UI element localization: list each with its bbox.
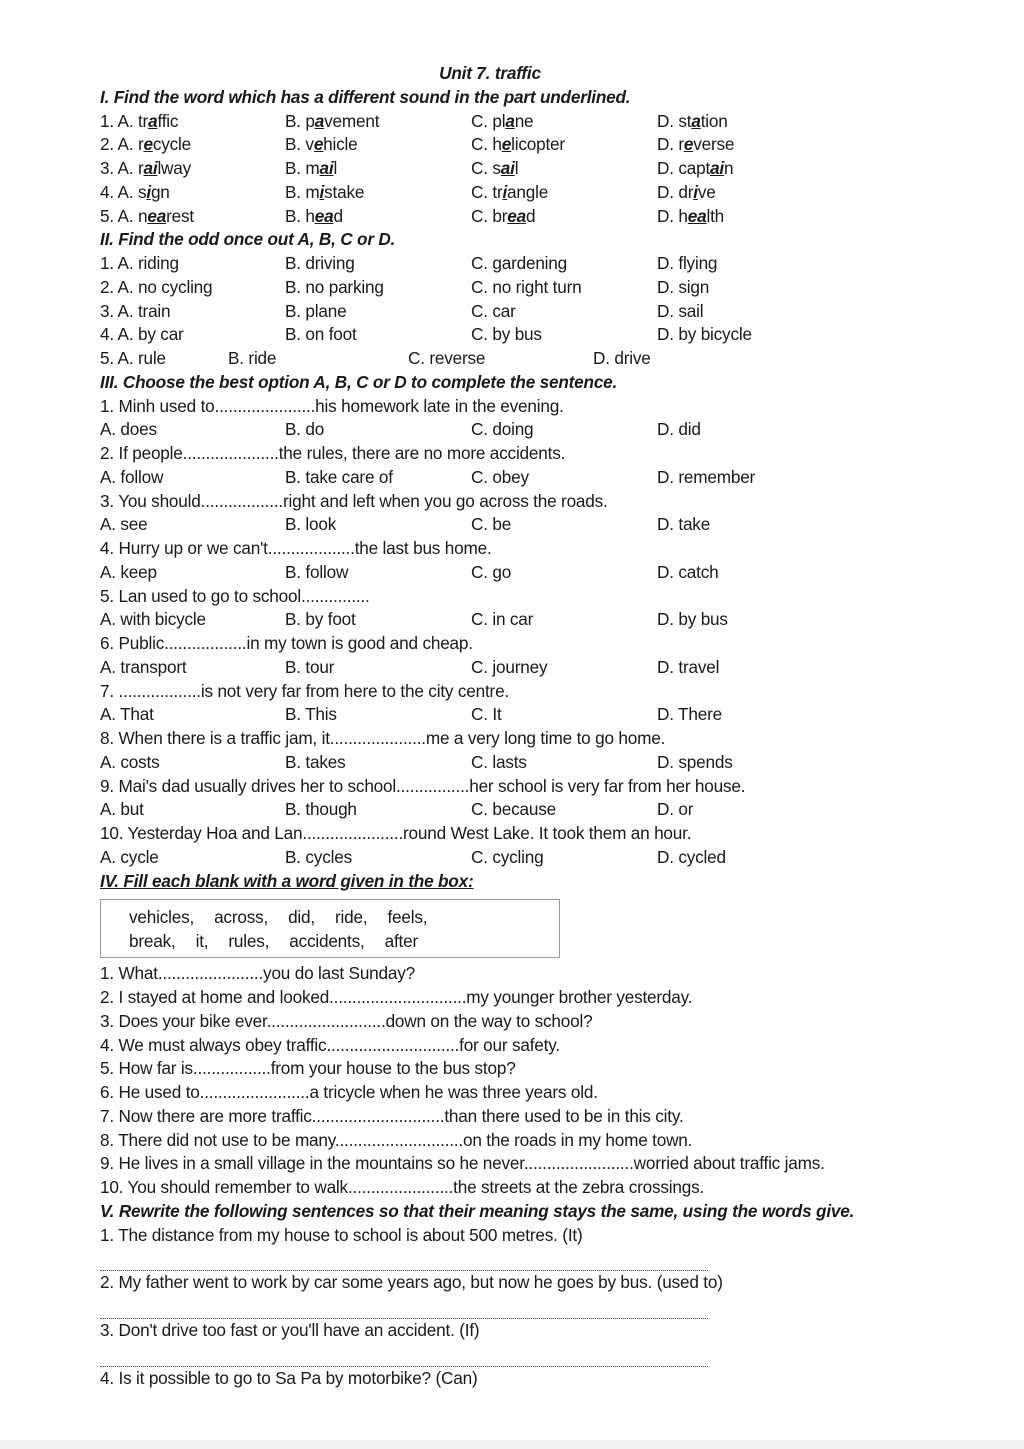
answer-option: D. take bbox=[657, 514, 711, 535]
options-row bbox=[100, 608, 930, 632]
option-text-start: 4. A. s bbox=[100, 181, 147, 202]
question-row bbox=[100, 133, 930, 157]
rewrite-prompt: 1. The distance from my house to school is about 500 metres. (It) bbox=[100, 1224, 583, 1245]
answer-option: B. though bbox=[285, 799, 357, 820]
option-text-start: D. st bbox=[657, 110, 692, 131]
underlined-letters: e bbox=[683, 134, 694, 155]
answer-option bbox=[100, 157, 285, 181]
underlined-letters: ai bbox=[710, 158, 724, 178]
question-text: 6. Public..................in my town is good and cheap. bbox=[100, 633, 473, 653]
answer-option: C. in car bbox=[471, 609, 534, 630]
answer-option: D. travel bbox=[657, 656, 720, 677]
question-text: 8. When there is a traffic jam, it.....................me a very long time to go home. bbox=[100, 728, 666, 748]
underlined-letters: i bbox=[693, 181, 698, 202]
question-text: 5. Lan used to go to school............... bbox=[100, 585, 370, 606]
answer-option: D. by bicycle bbox=[657, 324, 752, 345]
box-word: ride, bbox=[335, 907, 368, 928]
fill-blank-sentence: 5. How far is.................from your house to the bus stop? bbox=[100, 1058, 516, 1079]
option-text-start: B. m bbox=[285, 158, 320, 178]
answer-option bbox=[657, 110, 857, 134]
section-3-heading: III. Choose the best option A, B, C or D to complete the sentence. bbox=[100, 371, 618, 392]
rewrite-prompt: 2. My father went to work by car some years ago, but now he goes by bus. (used to) bbox=[100, 1272, 723, 1293]
answer-option: C. no right turn bbox=[471, 276, 582, 297]
answer-option bbox=[285, 110, 471, 134]
option-text-end: d bbox=[333, 205, 343, 226]
answer-option: B. driving bbox=[285, 253, 355, 273]
underlined-letters: ai bbox=[143, 158, 158, 178]
fill-blank-sentence: 4. We must always obey traffic.............................for our safety. bbox=[100, 1034, 560, 1055]
option-text-start: D. dr bbox=[657, 181, 694, 202]
answer-option: C. car bbox=[471, 300, 516, 321]
option-text-end: l bbox=[333, 158, 338, 178]
option-text-end: angle bbox=[507, 181, 549, 202]
fill-blank-sentence: 10. You should remember to walk.......................the streets at the zebra crossings. bbox=[100, 1177, 705, 1197]
answer-option: C. It bbox=[471, 704, 502, 725]
box-word: vehicles, bbox=[129, 907, 195, 928]
answer-option bbox=[100, 110, 285, 134]
box-word: after bbox=[384, 931, 418, 952]
option-text-end: d bbox=[525, 205, 536, 226]
answer-option: D. drive bbox=[593, 348, 651, 368]
answer-option bbox=[657, 157, 857, 181]
answer-option: D. flying bbox=[657, 253, 718, 273]
options-row bbox=[100, 418, 930, 442]
options-row bbox=[100, 513, 930, 537]
box-word: feels, bbox=[387, 907, 428, 928]
answer-option: B. take care of bbox=[285, 466, 393, 487]
option-text-end: tion bbox=[700, 110, 728, 131]
answer-option: B. follow bbox=[285, 561, 349, 582]
options-row bbox=[100, 751, 930, 775]
word-box-row-1 bbox=[129, 905, 559, 929]
answer-option: A. transport bbox=[100, 656, 187, 677]
answer-option: D. spends bbox=[657, 751, 733, 772]
option-text-start: D. h bbox=[657, 205, 688, 226]
answer-option: D. or bbox=[657, 799, 694, 820]
answer-option: B. cycles bbox=[285, 846, 352, 867]
answer-option: C. journey bbox=[471, 656, 548, 677]
question-text: 4. Hurry up or we can't...................the last bus home. bbox=[100, 538, 492, 558]
option-text-end: gn bbox=[150, 181, 170, 202]
answer-option: C. lasts bbox=[471, 751, 527, 772]
option-text-start: 5. A. n bbox=[100, 205, 148, 226]
answer-option: A. but bbox=[100, 799, 144, 820]
option-text-start: D. r bbox=[657, 134, 684, 155]
answer-option: C. gardening bbox=[471, 253, 568, 273]
fill-blank-sentence: 9. He lives in a small village in the mountains so he never........................worried about traffic jams. bbox=[100, 1153, 825, 1174]
option-text-start: 2. A. r bbox=[100, 134, 144, 155]
question-row bbox=[100, 110, 930, 134]
answer-option: A. does bbox=[100, 419, 157, 440]
question-text: 2. If people.....................the rules, there are no more accidents. bbox=[100, 443, 566, 463]
word-box bbox=[100, 899, 560, 958]
answer-option: D. remember bbox=[657, 466, 756, 487]
option-text-start: B. h bbox=[285, 205, 315, 226]
underlined-letters: ai bbox=[319, 158, 334, 178]
underlined-letters: e bbox=[501, 134, 512, 155]
answer-option bbox=[100, 181, 285, 205]
answer-option: B. This bbox=[285, 704, 337, 725]
answer-option bbox=[285, 181, 471, 205]
answer-option bbox=[471, 205, 657, 229]
answer-option: A. follow bbox=[100, 466, 164, 487]
option-text-start: 1. A. tr bbox=[100, 110, 149, 131]
section-1-heading: I. Find the word which has a different sound in the part underlined. bbox=[100, 86, 631, 107]
answer-option: D. did bbox=[657, 419, 701, 440]
options-row bbox=[100, 798, 930, 822]
option-text-start: C. pl bbox=[471, 110, 506, 131]
option-text-end: l bbox=[514, 158, 519, 178]
option-text-end: ffic bbox=[157, 110, 179, 131]
answer-option: C. obey bbox=[471, 466, 529, 487]
section-5-heading: V. Rewrite the following sentences so that their meaning stays the same, using the words give. bbox=[100, 1200, 855, 1221]
fill-blank-sentence: 6. He used to........................a tricycle when he was three years old. bbox=[100, 1082, 598, 1102]
answer-option: B. on foot bbox=[285, 324, 357, 345]
page-title: Unit 7. traffic bbox=[439, 63, 541, 83]
answer-option: B. ride bbox=[228, 348, 277, 368]
answer-option: A. keep bbox=[100, 561, 157, 582]
options-row bbox=[100, 656, 930, 680]
question-text: 1. Minh used to......................his homework late in the evening. bbox=[100, 395, 564, 416]
question-text: 9. Mai's dad usually drives her to school................her school is very far from her house. bbox=[100, 775, 746, 796]
answer-option bbox=[471, 181, 657, 205]
option-text-end: lth bbox=[706, 205, 725, 226]
option-text-start: B. v bbox=[285, 134, 314, 155]
fill-blank-sentence: 3. Does your bike ever..........................down on the way to school? bbox=[100, 1010, 593, 1031]
question-row bbox=[100, 300, 930, 324]
underlined-letters: e bbox=[143, 134, 153, 155]
box-word: it, bbox=[195, 931, 209, 952]
answer-option bbox=[285, 157, 471, 181]
answer-option: D. cycled bbox=[657, 846, 726, 867]
question-row bbox=[100, 323, 930, 347]
answer-option: D. by bus bbox=[657, 609, 728, 630]
option-text-start: B. p bbox=[285, 110, 315, 131]
answer-option: C. doing bbox=[471, 419, 534, 440]
answer-option: D. sign bbox=[657, 276, 710, 297]
answer-option: A. cycle bbox=[100, 846, 159, 867]
answer-option bbox=[285, 205, 471, 229]
answer-line bbox=[100, 1247, 708, 1271]
answer-option bbox=[285, 133, 471, 157]
question-row bbox=[100, 252, 930, 276]
answer-option bbox=[657, 205, 857, 229]
underlined-letters: ea bbox=[687, 205, 707, 226]
box-word: accidents, bbox=[289, 931, 365, 952]
answer-option: C. because bbox=[471, 799, 556, 820]
option-text-end: n bbox=[724, 158, 734, 178]
question-text: 7. ..................is not very far from here to the city centre. bbox=[100, 680, 510, 701]
answer-option: 2. A. no cycling bbox=[100, 276, 213, 297]
underlined-letters: a bbox=[314, 110, 325, 131]
answer-option: A. see bbox=[100, 514, 148, 535]
underlined-letters: e bbox=[313, 134, 324, 155]
option-text-start: C. s bbox=[471, 158, 501, 178]
options-row bbox=[100, 561, 930, 585]
option-text-end: ve bbox=[697, 181, 716, 202]
rewrite-prompt: 4. Is it possible to go to Sa Pa by motorbike? (Can) bbox=[100, 1367, 478, 1388]
answer-option: 5. A. rule bbox=[100, 348, 166, 368]
options-row bbox=[100, 466, 930, 490]
box-word: did, bbox=[288, 907, 315, 928]
option-text-end: stake bbox=[324, 181, 365, 202]
answer-option bbox=[657, 181, 857, 205]
fill-blank-sentence: 2. I stayed at home and looked..............................my younger brother yesterday. bbox=[100, 987, 693, 1007]
answer-option: D. catch bbox=[657, 561, 719, 582]
worksheet-content bbox=[100, 62, 930, 1391]
answer-option: C. by bus bbox=[471, 324, 542, 345]
underlined-letters: a bbox=[148, 110, 158, 131]
answer-line bbox=[100, 1343, 708, 1367]
option-text-end: hicle bbox=[323, 134, 358, 155]
underlined-letters: ea bbox=[314, 205, 334, 226]
option-text-end: lway bbox=[157, 158, 192, 178]
question-row bbox=[100, 276, 930, 300]
answer-option bbox=[100, 205, 285, 229]
options-row bbox=[100, 703, 930, 727]
answer-option: B. look bbox=[285, 514, 337, 535]
fill-blank-sentence: 8. There did not use to be many............................on the roads in my home town. bbox=[100, 1129, 693, 1150]
option-text-end: rest bbox=[166, 205, 194, 226]
word-box-row-2 bbox=[129, 929, 559, 953]
answer-option: A. That bbox=[100, 704, 154, 725]
question-text: 10. Yesterday Hoa and Lan......................round West Lake. It took them an hour. bbox=[100, 823, 692, 843]
option-text-start: 3. A. r bbox=[100, 158, 144, 178]
answer-option: A. with bicycle bbox=[100, 609, 206, 630]
option-text-start: C. h bbox=[471, 134, 502, 155]
option-text-start: C. br bbox=[471, 205, 508, 226]
section-5-items bbox=[100, 1224, 930, 1391]
answer-option bbox=[657, 133, 857, 157]
question-row bbox=[100, 157, 930, 181]
question-text: 3. You should..................right and left when you go across the roads. bbox=[100, 490, 608, 511]
section-2-heading: II. Find the odd once out A, B, C or D. bbox=[100, 229, 396, 250]
underlined-letters: ea bbox=[147, 205, 167, 226]
section-3-items bbox=[100, 395, 930, 870]
option-text-end: verse bbox=[693, 134, 735, 155]
answer-option: C. reverse bbox=[408, 348, 486, 368]
underlined-letters: a bbox=[505, 110, 515, 131]
answer-option bbox=[471, 157, 657, 181]
answer-option: B. do bbox=[285, 419, 325, 440]
answer-option bbox=[100, 133, 285, 157]
underlined-letters: ai bbox=[500, 158, 515, 178]
options-row bbox=[100, 846, 930, 870]
answer-option: B. no parking bbox=[285, 276, 384, 297]
answer-option: 3. A. train bbox=[100, 300, 171, 321]
fill-blank-sentence: 7. Now there are more traffic.............................than there used to be in this city. bbox=[100, 1105, 684, 1126]
option-text-end: vement bbox=[324, 110, 380, 131]
question-row bbox=[100, 347, 930, 371]
answer-option: B. tour bbox=[285, 656, 335, 677]
answer-option: B. plane bbox=[285, 300, 347, 321]
section-2-rows bbox=[100, 252, 930, 371]
underlined-letters: i bbox=[146, 181, 151, 202]
answer-option: B. by foot bbox=[285, 609, 356, 630]
box-word: rules, bbox=[228, 931, 270, 952]
option-text-end: licopter bbox=[511, 134, 565, 155]
answer-option: A. costs bbox=[100, 751, 160, 772]
box-word: break, bbox=[129, 931, 176, 952]
answer-line bbox=[100, 1295, 708, 1319]
answer-option: D. There bbox=[657, 704, 722, 725]
rewrite-prompt: 3. Don't drive too fast or you'll have an accident. (If) bbox=[100, 1320, 480, 1340]
box-word: across, bbox=[214, 907, 269, 928]
question-row bbox=[100, 205, 930, 229]
section-4-items bbox=[100, 962, 930, 1200]
page-bottom-edge bbox=[0, 1440, 1024, 1449]
answer-option: C. be bbox=[471, 514, 512, 535]
underlined-letters: a bbox=[691, 110, 701, 131]
option-text-end: ne bbox=[514, 110, 534, 131]
underlined-letters: i bbox=[502, 181, 508, 202]
answer-option: D. sail bbox=[657, 300, 704, 321]
answer-option bbox=[471, 110, 657, 134]
option-text-start: B. m bbox=[285, 181, 320, 202]
section-1-rows bbox=[100, 110, 930, 229]
option-text-start: C. tr bbox=[471, 181, 503, 202]
section-4-heading: IV. Fill each blank with a word given in the box: bbox=[100, 870, 474, 891]
answer-option: 4. A. by car bbox=[100, 324, 184, 345]
answer-option: C. cycling bbox=[471, 846, 544, 867]
answer-option: B. takes bbox=[285, 751, 346, 772]
answer-option bbox=[471, 133, 657, 157]
question-row bbox=[100, 181, 930, 205]
option-text-start: D. capt bbox=[657, 158, 711, 178]
option-text-end: cycle bbox=[152, 134, 192, 155]
underlined-letters: ea bbox=[507, 205, 526, 226]
underlined-letters: i bbox=[319, 181, 325, 202]
fill-blank-sentence: 1. What.......................you do last Sunday? bbox=[100, 963, 416, 984]
answer-option: C. go bbox=[471, 561, 512, 582]
answer-option: 1. A. riding bbox=[100, 253, 179, 273]
